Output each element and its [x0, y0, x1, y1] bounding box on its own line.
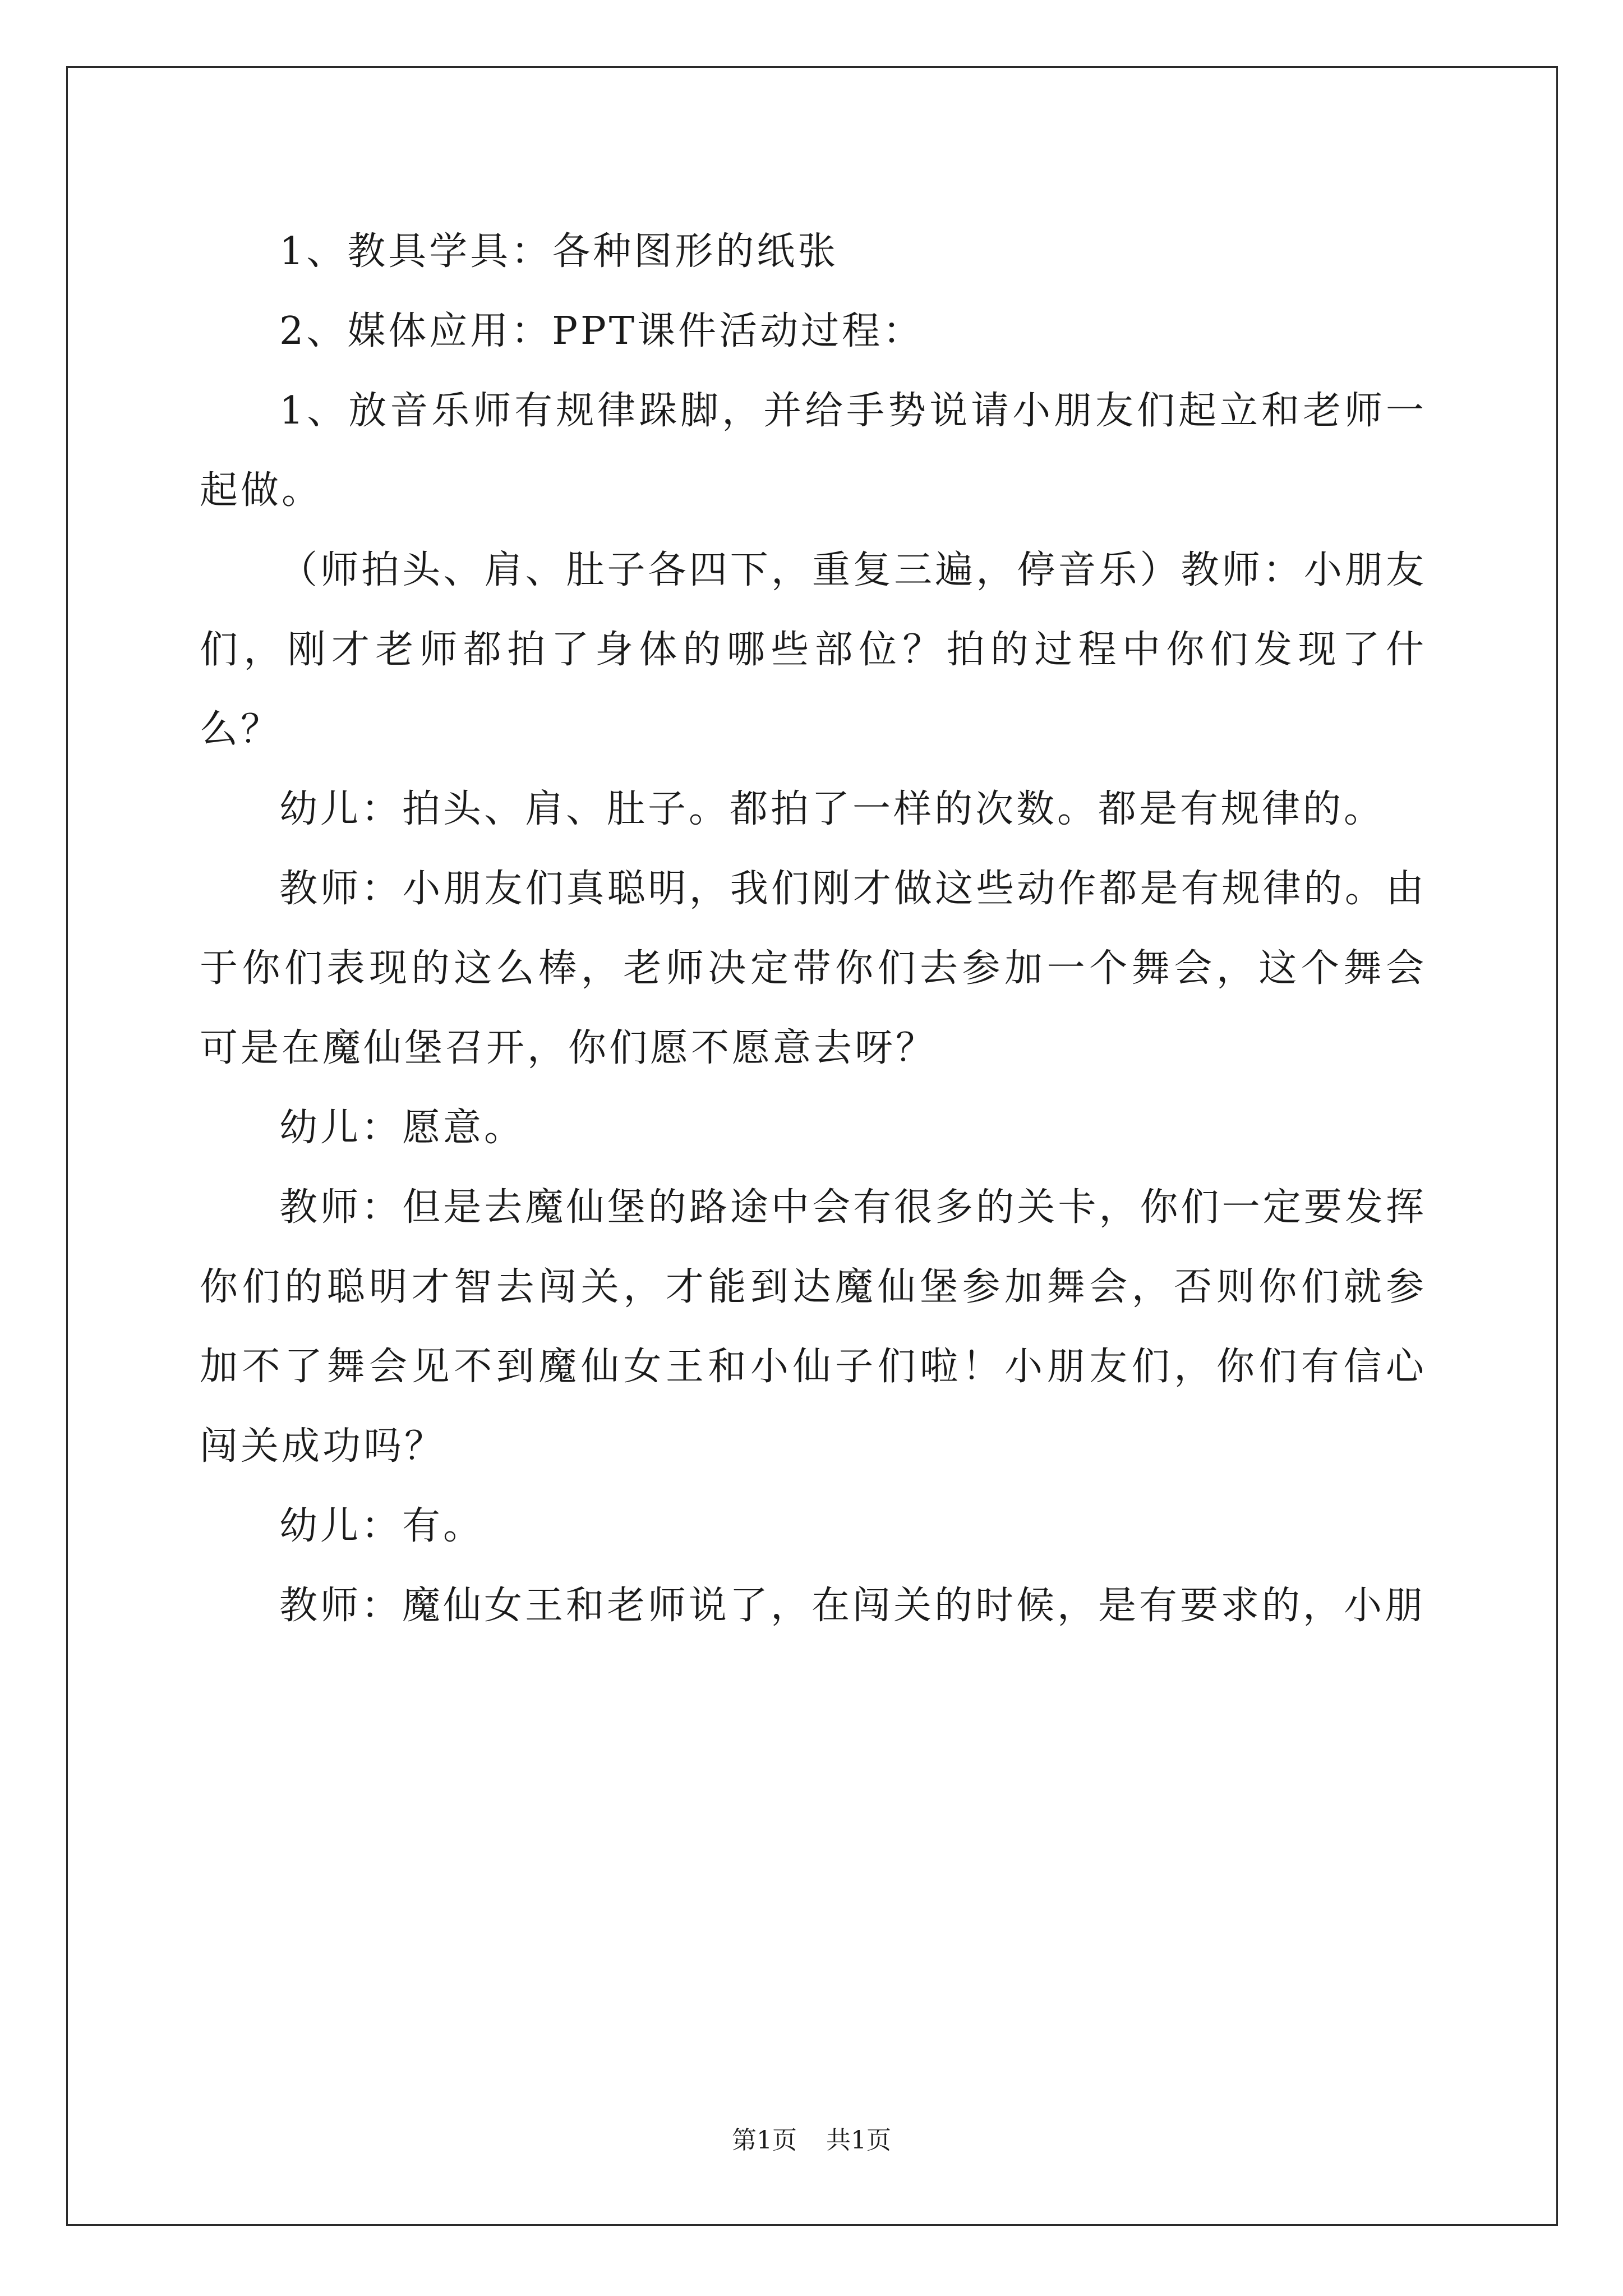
- paragraph-teaching-aids: 1、教具学具：各种图形的纸张: [279, 229, 839, 274]
- paragraph-media: 2、媒体应用：PPT课件活动过程：: [279, 309, 924, 353]
- paragraph-child-answer-3: 幼儿：有。: [279, 1504, 485, 1548]
- paragraph-teacher-rules: 教师：魔仙女王和老师说了，在闯关的时候，是有要求的，小朋: [279, 1584, 1426, 1628]
- paragraph-child-answer-2: 幼儿：愿意。: [279, 1106, 525, 1150]
- paragraph-teacher-challenge: 教师：但是去魔仙堡的路途中会有很多的关卡，你们一定要发挥你们的聪明才智去闯关，才能到达魔仙堡参加舞会，否则你们就参加不了舞会见不到魔仙女王和小仙子们啦！小朋友们，你们有信心闯关成功吗？: [200, 1185, 1427, 1469]
- paragraph-step-1: 1、放音乐师有规律跺脚，并给手势说请小朋友们起立和老师一起做。: [200, 389, 1427, 513]
- page-footer: [0, 2124, 1623, 2157]
- document-body: [200, 212, 1427, 1646]
- paragraph-child-answer-1: 幼儿：拍头、肩、肚子。都拍了一样的次数。都是有规律的。: [279, 787, 1385, 831]
- paragraph-teacher-question: （师拍头、肩、肚子各四下，重复三遍，停音乐）教师：小朋友们，刚才老师都拍了身体的哪些部位？拍的过程中你们发现了什么？: [200, 548, 1427, 752]
- paragraph-teacher-invite: 教师：小朋友们真聪明，我们刚才做这些动作都是有规律的。由于你们表现的这么棒，老师决定带你们去参加一个舞会，这个舞会可是在魔仙堡召开，你们愿不愿意去呀？: [200, 867, 1427, 1070]
- page-number-total: 共1页: [826, 2126, 891, 2155]
- page-number-current: 第1页: [732, 2126, 797, 2155]
